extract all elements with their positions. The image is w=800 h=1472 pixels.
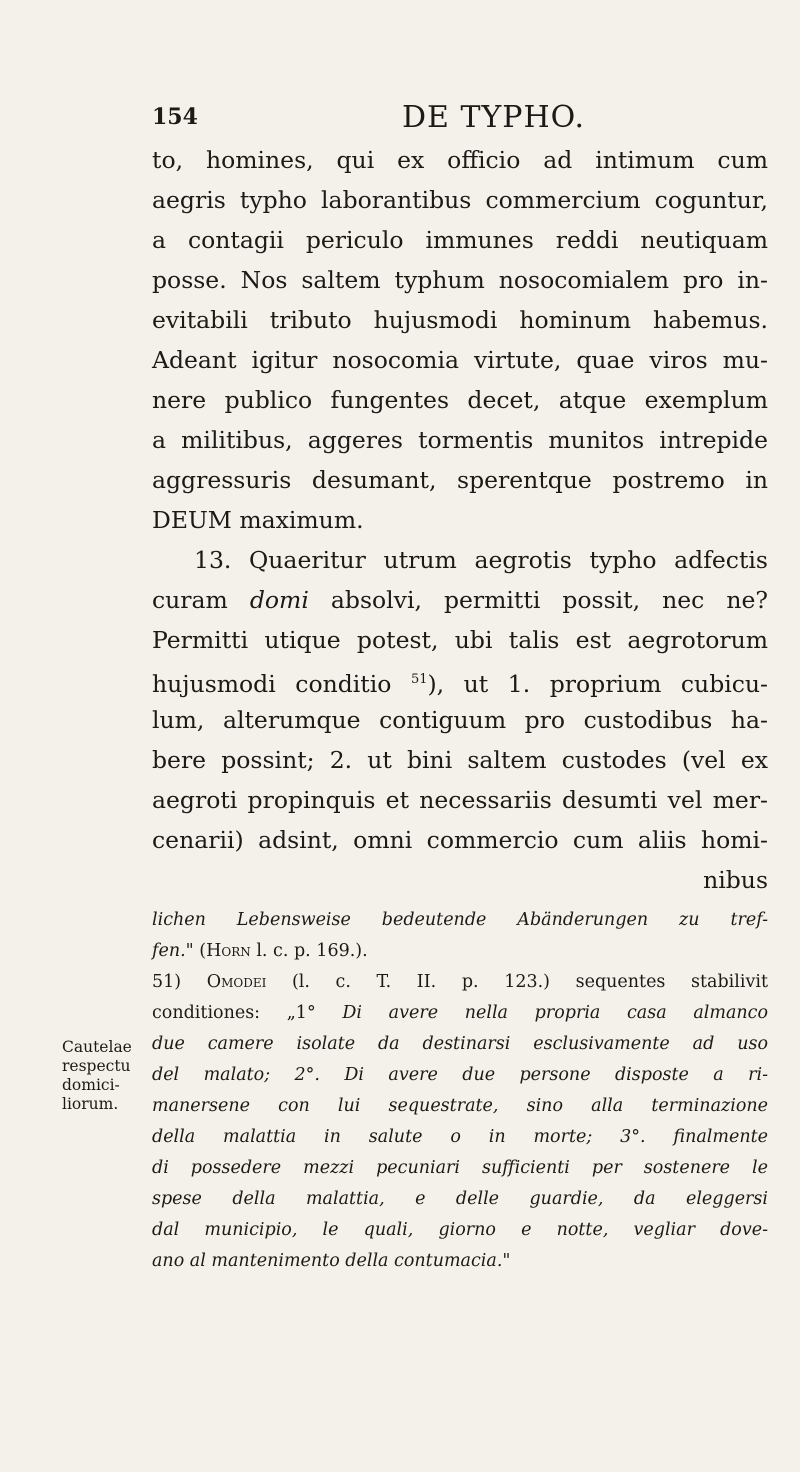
text-span: hujusmodi conditio bbox=[152, 669, 392, 698]
text-line: aggressuris desumant, sperentque postremo in bbox=[152, 466, 768, 494]
running-head: DE TYPHO. bbox=[402, 100, 586, 135]
text-line: DEUM maximum. bbox=[152, 506, 364, 534]
reference: l. c. p. 169.). bbox=[256, 941, 368, 961]
text-span: ), ut 1. proprium cubicu- bbox=[427, 669, 768, 698]
text-line: cenarii) adsint, omni commercio cum aliis homi- bbox=[152, 826, 768, 854]
paragraph-13-first-line bbox=[152, 540, 768, 580]
margin-note-line: Cautelae bbox=[62, 1038, 132, 1056]
text-line: nere publico fungentes decet, atque exemplum bbox=[152, 386, 768, 414]
author-name: Omodei bbox=[206, 972, 267, 992]
text-line: Permitti utique potest, ubi talis est aegrotorum bbox=[152, 626, 768, 654]
margin-note bbox=[62, 1038, 132, 1114]
page-number: 154 bbox=[152, 104, 198, 130]
margin-note-line: liorum. bbox=[62, 1095, 119, 1113]
text-line: lum, alterumque contiguum pro custodibus ha- bbox=[152, 706, 768, 734]
margin-note-line: respectu bbox=[62, 1057, 131, 1075]
text-line: aegroti propinquis et necessariis desumti vel mer- bbox=[152, 786, 768, 814]
footnote-line: due camere isolate da destinarsi esclusivamente ad uso bbox=[152, 1034, 768, 1054]
footnote-line: di possedere mezzi pecuniari sufficienti per sostenere le bbox=[152, 1158, 768, 1178]
italic-word: domi bbox=[249, 586, 309, 614]
footnote-ref: 51 bbox=[410, 672, 428, 687]
footnotes bbox=[152, 905, 768, 1277]
page-header bbox=[152, 100, 712, 140]
body-text bbox=[152, 140, 768, 900]
footnote-line bbox=[152, 967, 768, 998]
reference: (l. c. T. II. p. 123.) sequentes stabilivit bbox=[291, 972, 768, 992]
footnote-line bbox=[152, 998, 768, 1029]
footnote-number: 51) bbox=[152, 972, 182, 992]
text-line: posse. Nos saltem typhum nosocomialem pro in- bbox=[152, 266, 768, 294]
text-line bbox=[152, 580, 768, 620]
text-line: Adeant igitur nosocomia virtute, quae viros mu- bbox=[152, 346, 768, 374]
footnote-line: manersene con lui sequestrate, sino alla terminazione bbox=[152, 1096, 768, 1116]
footnote-line: spese della malattia, e delle guardie, da eleggersi bbox=[152, 1189, 768, 1209]
italic-text: fen." bbox=[152, 941, 194, 961]
italic-text: Di avere nella propria casa almanco bbox=[342, 1003, 768, 1023]
footnote-line: lichen Lebensweise bedeutende Abänderungen zu tref- bbox=[152, 910, 768, 930]
text-line: evitabili tributo hujusmodi hominum habemus. bbox=[152, 306, 768, 334]
margin-note-line: domici- bbox=[62, 1076, 120, 1094]
author-name: Horn bbox=[206, 941, 251, 961]
catchword: nibus bbox=[703, 866, 768, 894]
text-span: conditiones: „1° bbox=[152, 1003, 316, 1023]
footnote-line: ano al mantenimento della contumacia." bbox=[152, 1251, 511, 1271]
text-span: curam bbox=[152, 586, 228, 614]
footnote-line: del malato; 2°. Di avere due persone disposte a ri- bbox=[152, 1065, 768, 1085]
footnote-line: dal municipio, le quali, giorno e notte, vegliar dove- bbox=[152, 1220, 768, 1240]
text-line: a contagii periculo immunes reddi neutiquam bbox=[152, 226, 768, 254]
text-span: absolvi, permitti possit, nec ne? bbox=[330, 586, 768, 614]
text-line: bere possint; 2. ut bini saltem custodes (vel ex bbox=[152, 746, 768, 774]
text-span: Quaeritur utrum aegrotis typho adfectis bbox=[249, 546, 768, 574]
paragraph-number: 13. bbox=[194, 546, 232, 574]
text-line: to, homines, qui ex officio ad intimum cum bbox=[152, 146, 768, 174]
footnote-line: della malattia in salute o in morte; 3°. finalmente bbox=[152, 1127, 768, 1147]
text-line bbox=[152, 660, 768, 700]
text-line: a militibus, aggeres tormentis munitos intrepide bbox=[152, 426, 768, 454]
footnote-line: fen." (Horn l. c. p. 169.). bbox=[152, 941, 368, 961]
text-line: aegris typho laborantibus commercium coguntur, bbox=[152, 186, 768, 214]
